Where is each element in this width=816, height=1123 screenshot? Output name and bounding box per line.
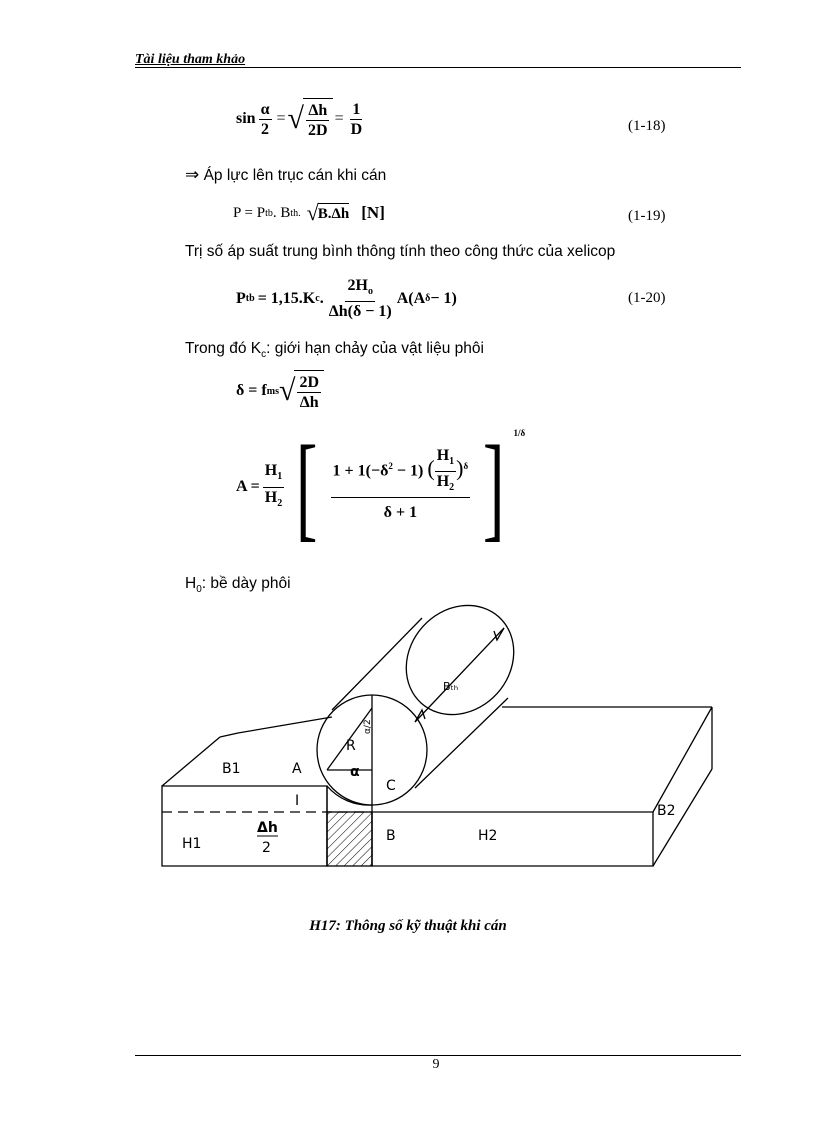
page-number: 9	[432, 1057, 440, 1072]
label-h1: H1	[182, 836, 202, 852]
sin-fn: sin	[236, 110, 256, 127]
roll-far-end	[384, 600, 536, 737]
label-dh: Δh	[257, 820, 278, 836]
sqrt-dh-2d: √ $\frac{\Delta h}{2D}$	[288, 98, 333, 140]
equation-1-19: P = P tb . B th. √ B.Δh [N]	[233, 200, 385, 225]
hatched-zone	[327, 812, 372, 866]
label-b1: B1	[222, 761, 241, 777]
one-over-d: $\frac{1}{D}$	[350, 100, 363, 138]
right-bracket: ]	[482, 421, 505, 552]
label-i: I	[295, 793, 300, 809]
label-bth: Bₜₕ	[443, 680, 459, 693]
equation-delta: δ = f ms √ $\frac{2D}{\Delta h}$	[236, 370, 324, 412]
figure-caption: H17: Thông số kỹ thuật khi cán	[309, 918, 507, 934]
header-rule	[135, 67, 741, 68]
roll-top-line	[332, 618, 422, 710]
eq-number-1-18: (1-18)	[628, 118, 666, 134]
text-line-tri-so: Trị số áp suất trung bình thông tính theo công thức của xelicop	[185, 243, 616, 260]
sqrt-b-dh: √ B.Δh	[306, 200, 350, 225]
roll-bottom-line	[415, 698, 508, 788]
equation-1-18: sin $\frac{\alpha}{2}$ = √ $\frac{\Delta h}{2D}$ = $\frac{1}{D}$	[236, 98, 367, 140]
label-alpha: α	[350, 764, 360, 780]
label-r: R	[346, 738, 356, 754]
slab-right-front	[372, 812, 653, 866]
slab-left-edge	[162, 737, 220, 786]
rolling-diagram	[160, 600, 720, 900]
sqrt-2d-dh: √ $\frac{2D}{\Delta h}$	[279, 370, 324, 412]
equation-A: A = $\frac{H_1}{H_2}$ [ $1 + 1(-\delta^2 - 1)$ ( $\frac{H_1}{H_2}$ )$^\delta$ δ + 1 ] $^{1/\delta}$	[236, 421, 526, 552]
label-two: 2	[262, 840, 271, 856]
running-header: Tài liệu tham khảo	[135, 52, 246, 67]
text-line-trong-do: Trong đó $K_c$: giới hạn chảy của vật liệu phôi	[185, 340, 484, 361]
slab-left-rear	[238, 717, 332, 733]
frac-h1-h2: $\frac{H_1}{H_2}$	[264, 462, 283, 509]
implies-arrow: ⇒	[185, 165, 200, 185]
eq-number-1-19: (1-19)	[628, 208, 666, 224]
label-half-alpha: α/2	[363, 719, 373, 734]
footer-rule	[135, 1055, 741, 1056]
big-fraction: $1 + 1(-\delta^2 - 1)$ ( $\frac{H_1}{H_2}$ )$^\delta$ δ + 1	[332, 446, 469, 522]
frac-2h-dh: $\frac{2H_o}{\Delta h(\delta - 1)}$	[328, 277, 392, 321]
left-bracket: [	[296, 421, 318, 552]
eq-number-1-20: (1-20)	[628, 290, 666, 306]
label-h2: H2	[478, 828, 498, 844]
slab-right-edge	[653, 707, 712, 812]
label-c: C	[386, 778, 396, 794]
slab-left-front	[162, 786, 327, 866]
text-line-h0: $H_0$: bề dày phôi	[185, 575, 291, 596]
slab-left-top	[220, 733, 238, 737]
equation-1-20: P tb = 1,15.K c . $\frac{2H_o}{\Delta h(\delta - 1)}$ A(A δ − 1)	[236, 277, 457, 321]
alpha-half-frac: $\frac{\alpha}{2}$	[260, 100, 270, 138]
label-a: A	[292, 761, 302, 777]
label-b: B	[386, 828, 396, 844]
bth-arrow	[415, 628, 504, 722]
label-b2: B2	[657, 803, 676, 819]
text-line-ap-luc: ⇒ Áp lực lên trục cán khi cán	[185, 165, 387, 185]
